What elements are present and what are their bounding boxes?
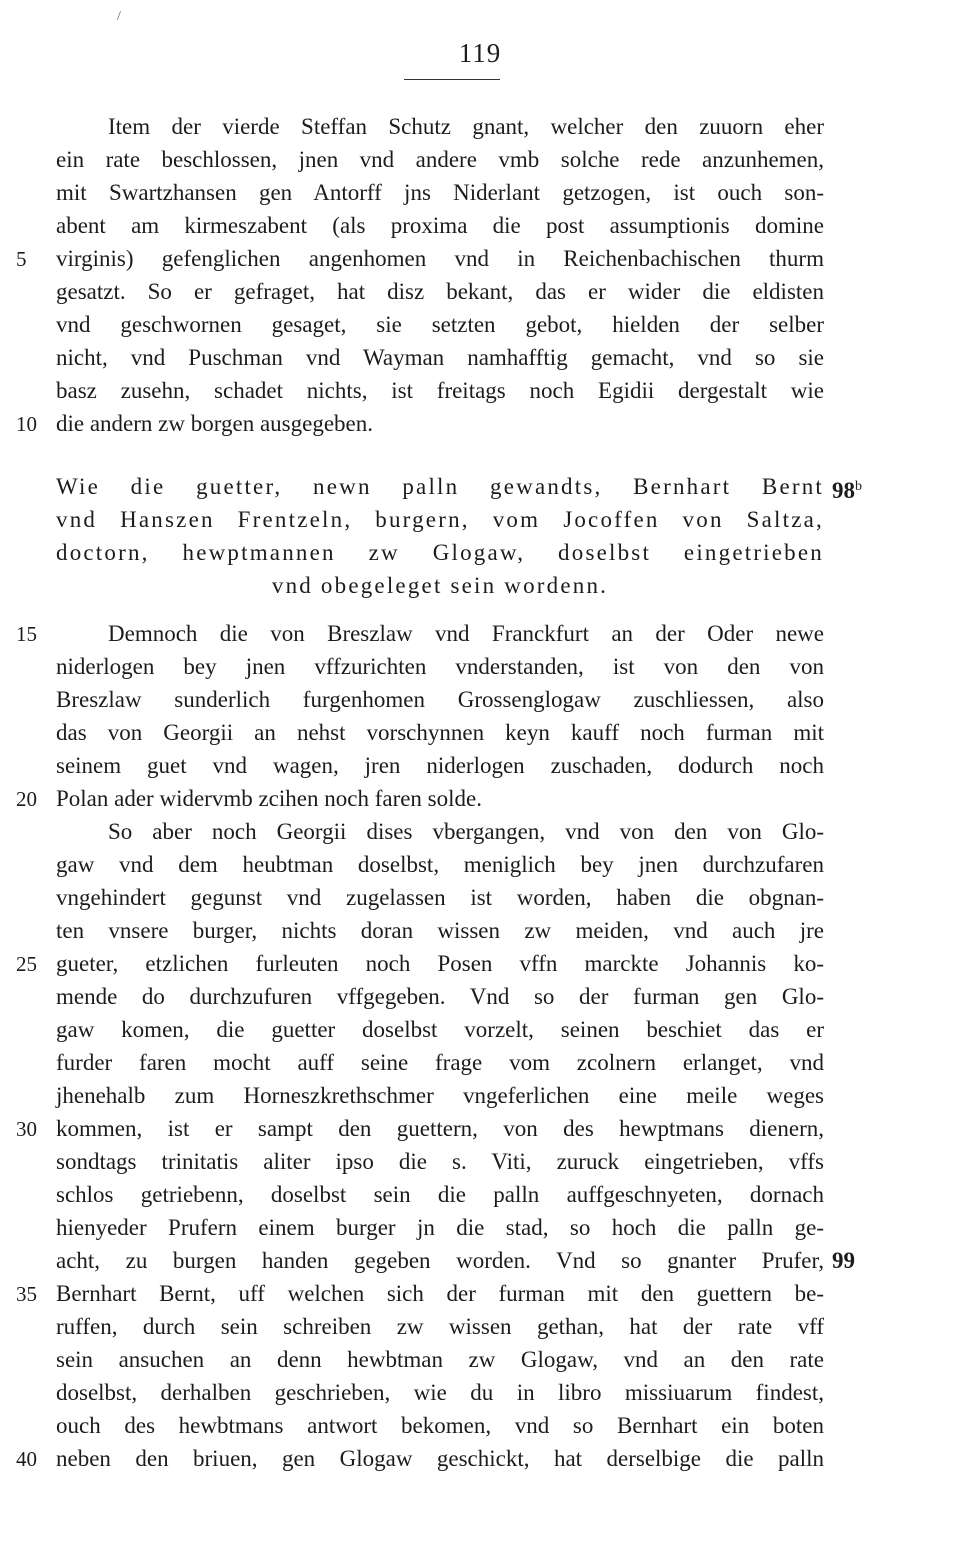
text-line: sondtags trinitatis aliter ipso die s. Viti, zuruck eingetrieben, vffs: [56, 1149, 824, 1174]
text-line: kommen, ist er sampt den guettern, von des hewptmans dienern,: [56, 1116, 824, 1141]
text-line: jhenehalb zum Horneszkrethschmer vngeferlichen eine meile weges: [56, 1083, 824, 1108]
text-line: gesatzt. So er gefraget, hat disz bekant, das er wider die eldisten: [56, 279, 824, 304]
text-line: doselbst, derhalben geschrieben, wie du in libro missiuarum findest,: [56, 1380, 824, 1405]
section-heading-line: vnd obegeleget sein wordenn.: [271, 573, 609, 598]
margin-folio-note: [832, 470, 862, 504]
text-line: gueter, etzlichen furleuten noch Posen vffn marckte Johannis ko-: [56, 951, 824, 976]
text-line: Item der vierde Steffan Schutz gnant, welcher den zuuorn eher: [108, 114, 824, 139]
text-line: basz zusehn, schadet nichts, ist freitags noch Egidii dergestalt wie: [56, 378, 824, 403]
line-number: 35: [16, 1282, 37, 1306]
text-line: Polan ader widervmb zcihen noch faren solde.: [56, 786, 482, 811]
text-line: Breszlaw sunderlich furgenhomen Grossenglogaw zuschliessen, also: [56, 687, 824, 712]
text-line: seinem guet vnd wagen, jren niderlogen zuschaden, dodurch noch: [56, 753, 824, 778]
text-line: schlos getriebenn, doselbst sein die palln auffgeschnyeten, dornach: [56, 1182, 824, 1207]
line-number: 10: [16, 412, 37, 436]
text-line: niderlogen bey jnen vffzurichten vnderstanden, ist von den von: [56, 654, 824, 679]
margin-folio-suffix: b: [855, 479, 862, 494]
text-line: Bernhart Bernt, uff welchen sich der furman mit den guettern be-: [56, 1281, 824, 1306]
text-line: gaw vnd dem heubtman doselbst, meniglich bey jnen durchzufaren: [56, 852, 824, 877]
text-line: neben den briuen, gen Glogaw geschickt, hat derselbige die palln: [56, 1446, 824, 1471]
text-line: nicht, vnd Puschman vnd Wayman namhafftig gemacht, vnd so sie: [56, 345, 824, 370]
text-line: ouch des hewbtmans antwort bekomen, vnd so Bernhart ein boten: [56, 1413, 824, 1438]
text-line: ruffen, durch sein schreiben zw wissen gethan, hat der rate vff: [56, 1314, 824, 1339]
line-number: 5: [16, 247, 27, 271]
line-number: 15: [16, 622, 37, 646]
text-line: das von Georgii an nehst vorschynnen keyn kauff noch furman mit: [56, 720, 824, 745]
line-number: 20: [16, 787, 37, 811]
margin-folio-number: 98: [832, 478, 855, 503]
stray-mark: /: [117, 9, 121, 24]
section-heading-line: Wie die guetter, newn palln gewandts, Bernhart Bernt: [56, 474, 824, 499]
section-heading-line: doctorn, hewptmannen zw Glogaw, doselbst eingetrieben: [56, 540, 824, 565]
margin-folio-number: 99: [832, 1248, 855, 1273]
text-line: gaw komen, die guetter doselbst vorzelt, seinen beschiet das er: [56, 1017, 824, 1042]
text-line: abent am kirmeszabent (als proxima die post assumptionis domine: [56, 213, 824, 238]
page-number: 119: [458, 38, 502, 68]
line-number: 30: [16, 1117, 37, 1141]
text-line: furder faren mocht auff seine frage vom zcolnern erlanget, vnd: [56, 1050, 824, 1075]
text-line: mende do durchzufuren vffgegeben. Vnd so der furman gen Glo-: [56, 984, 824, 1009]
text-line: virginis) gefenglichen angenhomen vnd in Reichenbachischen thurm: [56, 246, 824, 271]
section-heading-line: vnd Hanszen Frentzeln, burgern, vom Jocoffen von Saltza,: [56, 507, 824, 532]
text-line: So aber noch Georgii dises vbergangen, vnd von den von Glo-: [108, 819, 824, 844]
text-line: vnd geschwornen gesaget, sie setzten gebot, hielden der selber: [56, 312, 824, 337]
text-line: mit Swartzhansen gen Antorff jns Niderlant getzogen, ist ouch son-: [56, 180, 824, 205]
line-number: 25: [16, 952, 37, 976]
line-number: 40: [16, 1447, 37, 1471]
text-line: vngehindert gegunst vnd zugelassen ist worden, haben die obgnan-: [56, 885, 824, 910]
text-line: Demnoch die von Breszlaw vnd Franckfurt an der Oder newe: [108, 621, 824, 646]
page-number-rule: [404, 79, 500, 80]
text-line: acht, zu burgen handen gegeben worden. Vnd so gnanter Prufer,: [56, 1248, 824, 1273]
text-line: die andern zw borgen ausgegeben.: [56, 411, 373, 436]
text-line: hienyeder Prufern einem burger jn die stad, so hoch die palln ge-: [56, 1215, 824, 1240]
text-line: ein rate beschlossen, jnen vnd andere vmb solche rede anzunhemen,: [56, 147, 824, 172]
margin-folio-note: [832, 1244, 855, 1278]
text-line: sein ansuchen an denn hewbtman zw Glogaw, vnd an den rate: [56, 1347, 824, 1372]
text-line: ten vnsere burger, nichts doran wissen zw meiden, vnd auch jre: [56, 918, 824, 943]
